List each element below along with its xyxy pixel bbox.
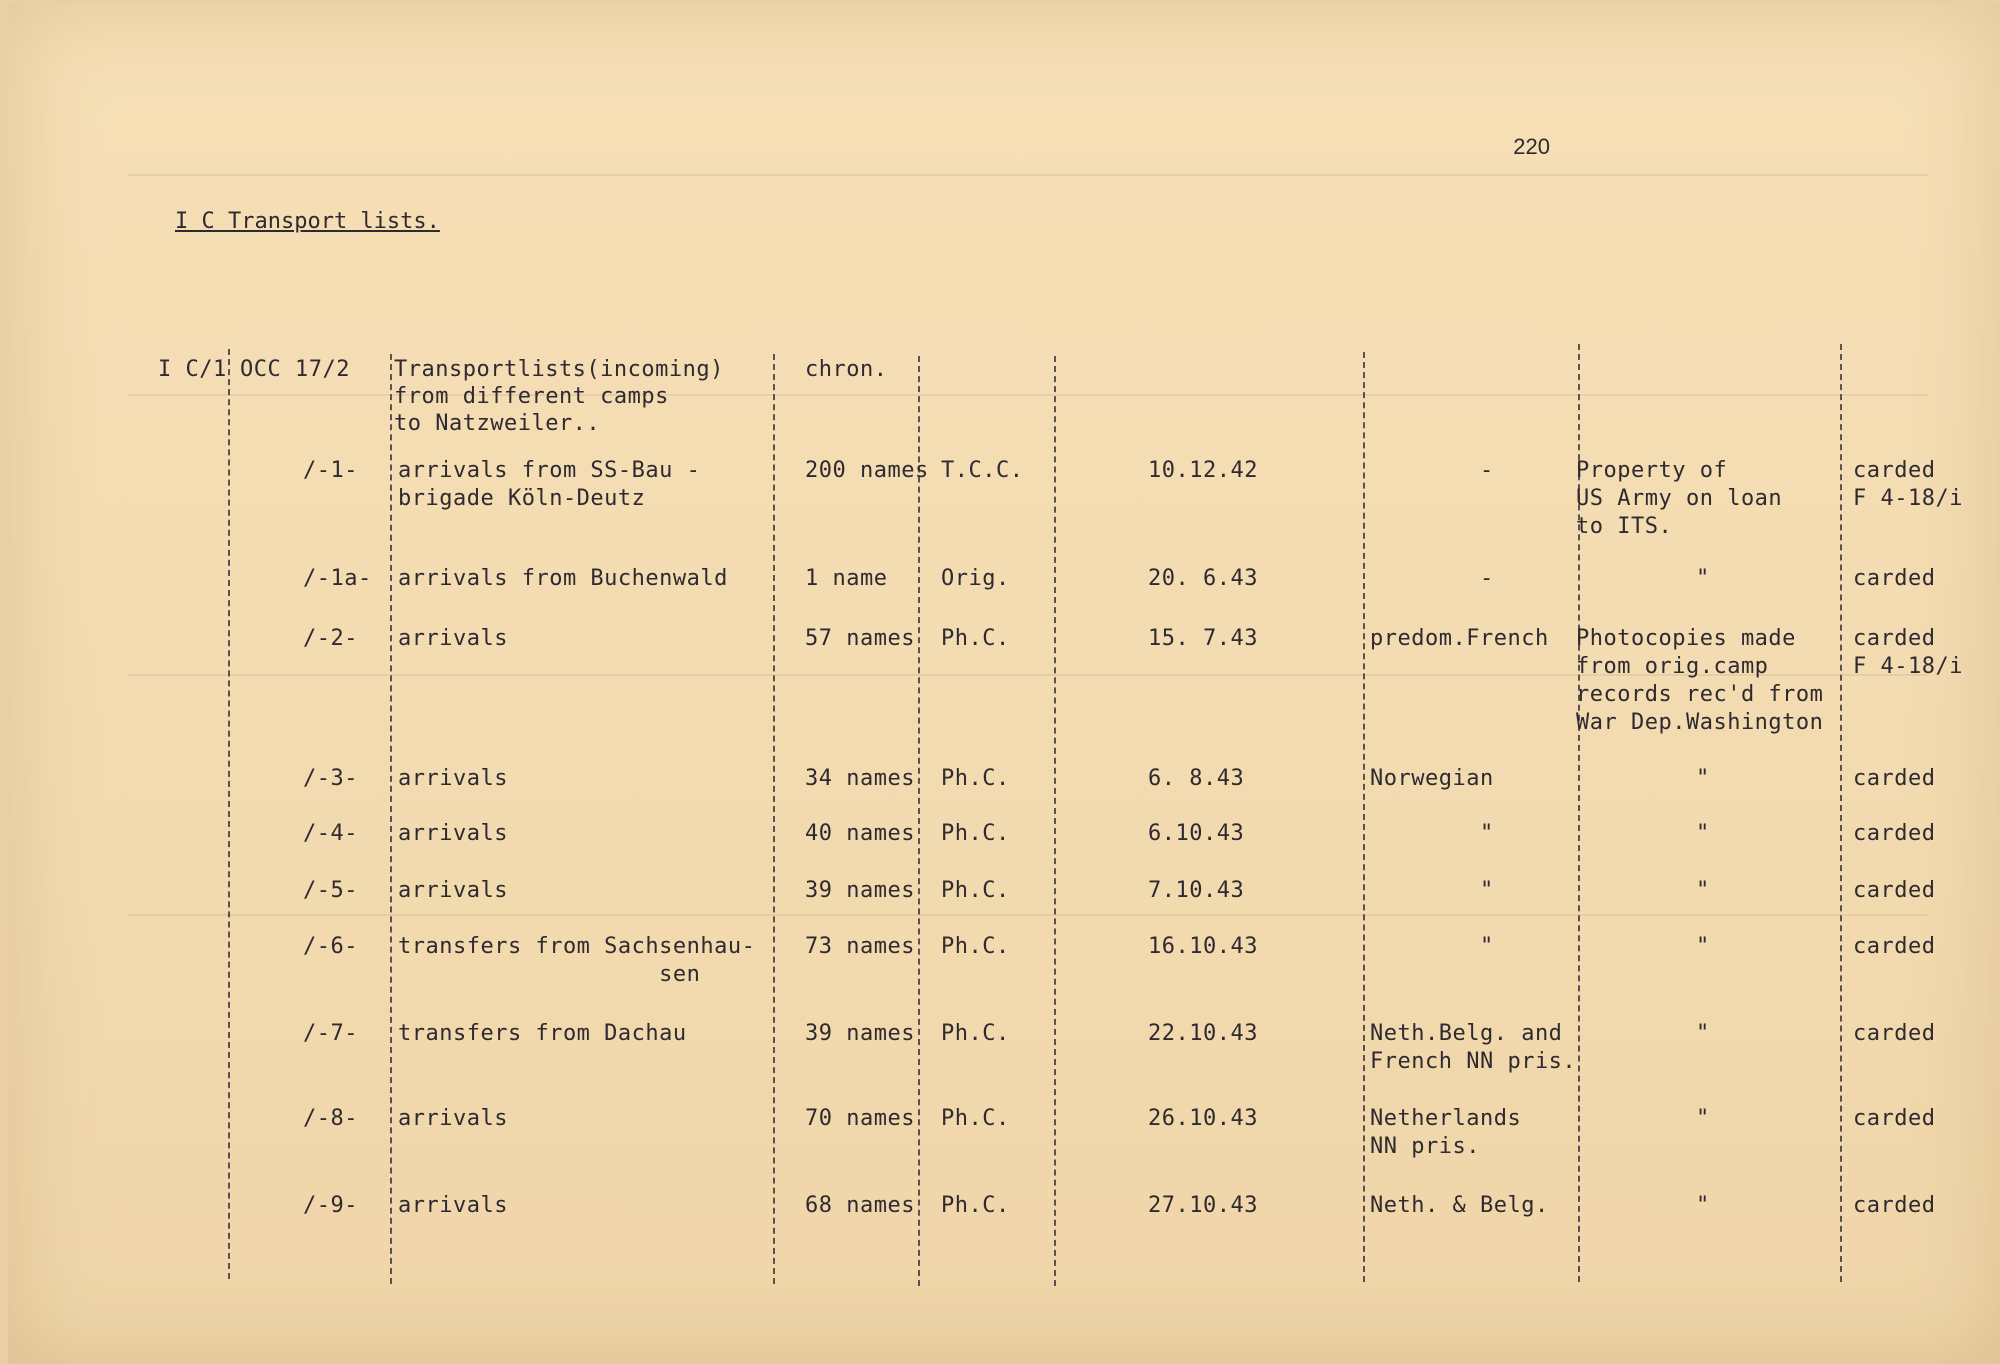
row-count: 1 name [805, 566, 888, 591]
row-count: 34 names [805, 766, 915, 791]
row-copy-type: Ph.C. [941, 821, 1010, 846]
row-nationality-line: predom.French [1370, 626, 1549, 651]
row-note-line: Property of [1576, 458, 1728, 483]
row-note-line: US Army on loan [1576, 486, 1783, 511]
entry-type: chron. [805, 357, 888, 382]
row-copy-type: Ph.C. [941, 626, 1010, 651]
row-note-line: records rec'd from [1576, 682, 1824, 707]
row-copy-type: Ph.C. [941, 1021, 1010, 1046]
row-desc-line: arrivals [398, 821, 508, 846]
row-number: /-6- [303, 934, 358, 959]
row-note-line: to ITS. [1576, 514, 1673, 539]
entry-desc-line: to Natzweiler.. [394, 411, 601, 436]
row-date: 26.10.43 [1148, 1106, 1258, 1131]
page-heading: I C Transport lists. [175, 209, 440, 234]
row-desc-line: brigade Köln-Deutz [398, 486, 646, 511]
row-nationality-line: " [1480, 934, 1494, 959]
row-desc-line: arrivals from SS-Bau - [398, 458, 701, 483]
row-date: 27.10.43 [1148, 1193, 1258, 1218]
entry-code: I C/1 [158, 357, 227, 382]
column-rule [390, 354, 392, 1284]
row-date: 6.10.43 [1148, 821, 1245, 846]
row-note-line: War Dep.Washington [1576, 710, 1824, 735]
entry-ref: OCC 17/2 [240, 357, 350, 382]
row-number: /-5- [303, 878, 358, 903]
column-rule [1054, 356, 1056, 1286]
row-date: 7.10.43 [1148, 878, 1245, 903]
row-date: 22.10.43 [1148, 1021, 1258, 1046]
row-nationality-line: French NN pris. [1370, 1049, 1577, 1074]
row-nationality-line: Neth. & Belg. [1370, 1193, 1549, 1218]
entry-desc-line: Transportlists(incoming) [394, 357, 724, 382]
row-status-line: carded [1853, 1106, 1936, 1131]
row-note-line: " [1696, 821, 1710, 846]
row-copy-type: T.C.C. [941, 458, 1024, 483]
row-number: /-9- [303, 1193, 358, 1218]
row-note-line: " [1696, 1106, 1710, 1131]
row-status-line: F 4-18/i [1853, 654, 1963, 679]
row-nationality-line: - [1480, 566, 1494, 591]
row-status-line: F 4-18/i [1853, 486, 1963, 511]
row-count: 57 names [805, 626, 915, 651]
row-count: 68 names [805, 1193, 915, 1218]
row-copy-type: Orig. [941, 566, 1010, 591]
row-count: 70 names [805, 1106, 915, 1131]
row-desc-line: arrivals [398, 1193, 508, 1218]
column-rule [1363, 352, 1365, 1282]
row-copy-type: Ph.C. [941, 934, 1010, 959]
row-note-line: Photocopies made [1576, 626, 1796, 651]
row-status-line: carded [1853, 1193, 1936, 1218]
row-nationality-line: " [1480, 821, 1494, 846]
row-desc-line: arrivals [398, 626, 508, 651]
row-count: 39 names [805, 878, 915, 903]
row-note-line: " [1696, 934, 1710, 959]
row-desc-line: arrivals from Buchenwald [398, 566, 728, 591]
row-count: 39 names [805, 1021, 915, 1046]
row-note-line: " [1696, 1193, 1710, 1218]
row-desc-line: transfers from Sachsenhau- [398, 934, 756, 959]
row-desc-line: arrivals [398, 1106, 508, 1131]
row-desc-line: sen [398, 962, 701, 987]
row-status-line: carded [1853, 566, 1936, 591]
row-number: /-1- [303, 458, 358, 483]
row-number: /-4- [303, 821, 358, 846]
row-status-line: carded [1853, 1021, 1936, 1046]
row-copy-type: Ph.C. [941, 1193, 1010, 1218]
row-note-line: from orig.camp [1576, 654, 1769, 679]
row-note-line: " [1696, 766, 1710, 791]
column-rule [918, 356, 920, 1286]
row-note-line: " [1696, 566, 1710, 591]
row-note-line: " [1696, 878, 1710, 903]
row-desc-line: arrivals [398, 766, 508, 791]
row-date: 6. 8.43 [1148, 766, 1245, 791]
row-number: /-7- [303, 1021, 358, 1046]
row-status-line: carded [1853, 821, 1936, 846]
row-number: /-8- [303, 1106, 358, 1131]
column-rule [773, 354, 775, 1284]
row-copy-type: Ph.C. [941, 1106, 1010, 1131]
entry-desc-line: from different camps [394, 384, 669, 409]
row-nationality-line: Norwegian [1370, 766, 1494, 791]
row-number: /-3- [303, 766, 358, 791]
row-status-line: carded [1853, 626, 1936, 651]
row-desc-line: arrivals [398, 878, 508, 903]
row-copy-type: Ph.C. [941, 766, 1010, 791]
row-nationality-line: Neth.Belg. and [1370, 1021, 1563, 1046]
row-desc-line: transfers from Dachau [398, 1021, 687, 1046]
row-count: 73 names [805, 934, 915, 959]
row-status-line: carded [1853, 766, 1936, 791]
row-status-line: carded [1853, 878, 1936, 903]
row-nationality-line: NN pris. [1370, 1134, 1480, 1159]
column-rule [228, 349, 230, 1279]
column-rule [1840, 344, 1842, 1282]
row-nationality-line: - [1480, 458, 1494, 483]
row-nationality-line: Netherlands [1370, 1106, 1522, 1131]
page-number: 220 [1513, 134, 1550, 159]
row-copy-type: Ph.C. [941, 878, 1010, 903]
row-date: 10.12.42 [1148, 458, 1258, 483]
row-date: 16.10.43 [1148, 934, 1258, 959]
row-number: /-2- [303, 626, 358, 651]
row-count: 40 names [805, 821, 915, 846]
row-status-line: carded [1853, 934, 1936, 959]
row-note-line: " [1696, 1021, 1710, 1046]
row-number: /-1a- [303, 566, 372, 591]
row-nationality-line: " [1480, 878, 1494, 903]
row-count: 200 names [805, 458, 929, 483]
row-date: 15. 7.43 [1148, 626, 1258, 651]
row-date: 20. 6.43 [1148, 566, 1258, 591]
row-status-line: carded [1853, 458, 1936, 483]
document-page [8, 4, 2000, 1364]
